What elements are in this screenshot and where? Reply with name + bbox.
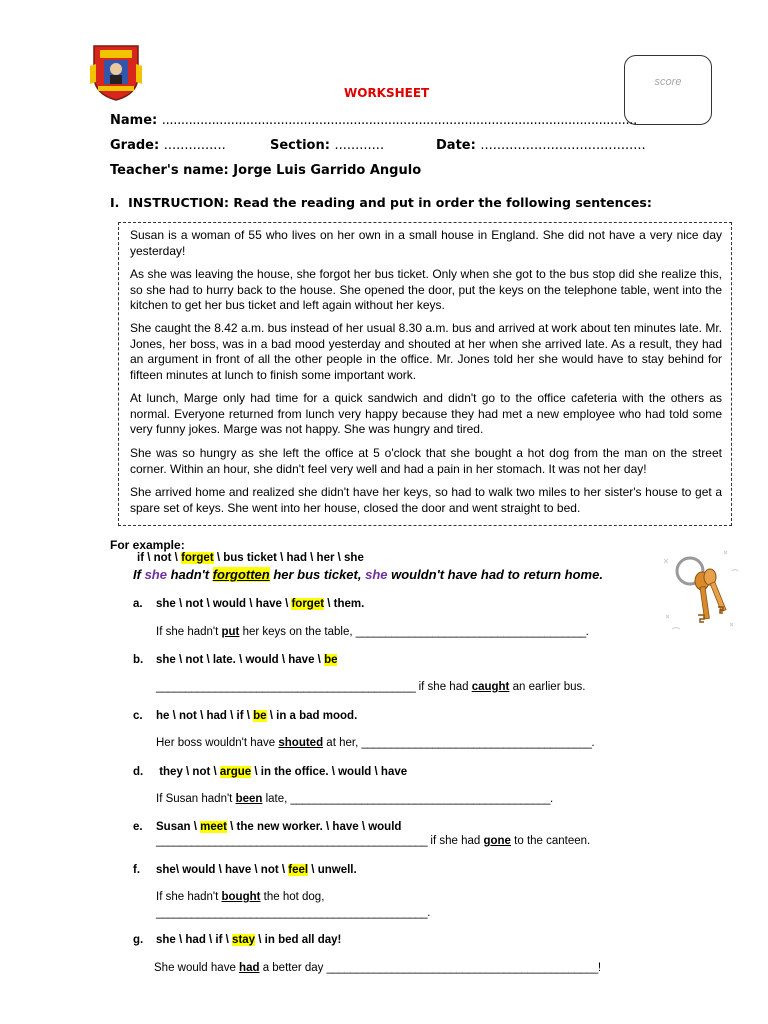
grade-field[interactable]: ............... [163,138,226,153]
example-prompt [137,552,364,564]
item-verb-highlight: meet [200,821,227,833]
answer-line-f [156,891,324,903]
answer-line-f-blank [156,907,430,919]
exercise-item-g [133,934,341,946]
answer-text: If she hadn't [156,626,222,638]
exercise-item-b [133,654,337,666]
teacher-row [110,163,421,178]
date-label: Date: [436,138,476,153]
reading-paragraph: She caught the 8.42 a.m. bus instead of her usual 8.30 a.m. bus and arrived at work about ten minutes late. Mr. Jones, her boss, was in a bad mood yesterday and shouted at her when she arrived late. As a result, they had an argument in front of all the other people in the office. Mr. Jones told her she would have to stay behind for fifteen minutes at lunch to finish some important work. [130,321,722,382]
answer-blank[interactable]: ______________________________________________. [156,907,430,919]
date-field[interactable]: ........................................ [480,138,646,153]
example-text: hadn't [166,567,213,582]
example-label: For example: [110,538,185,552]
answer-underlined: gone [483,835,511,847]
item-prompt: \ in the office. \ would \ have [251,766,408,778]
reading-box [118,222,732,526]
item-prompt: Susan \ [156,821,201,833]
exercise-item-c [133,710,357,722]
teacher-label: Teacher's name: [110,163,229,178]
instruction-number: I. [110,195,120,210]
reading-paragraph: As she was leaving the house, she forgot her bus ticket. Only when she got to the bus stop did she realize this, so she had to hurry back to the house. She opened the door, put the keys on the telephone table, went into the kitchen to get her bus ticket and left again without her keys. [130,267,722,312]
item-prompt: she \ not \ would \ have \ [156,598,292,610]
answer-blank[interactable]: ______________________________________________! [326,962,601,974]
item-letter: d. [133,766,144,778]
answer-underlined: been [235,793,263,805]
name-field[interactable]: ............................................................................................................................ [161,113,637,128]
answer-text: her keys on the table, [239,626,356,638]
example-subject: she [144,567,167,582]
item-verb-highlight: be [253,710,267,722]
grade-row [110,138,226,153]
keys-image [660,545,740,635]
item-prompt: she \ not \ late. \ would \ have \ [156,654,325,666]
exercise-item-f [133,864,357,876]
answer-text: Her boss wouldn't have [156,737,279,749]
name-label: Name: [110,113,158,128]
item-verb-highlight: be [324,654,338,666]
section-label: Section: [270,138,330,153]
item-prompt: \ the new worker. \ have \ would [226,821,402,833]
example-prompt-highlight: forget [181,552,214,564]
exercise-item-e [133,821,401,833]
item-prompt: she \ had \ if \ [156,934,233,946]
item-verb-highlight: feel [288,864,309,876]
item-prompt: \ them. [324,598,365,610]
example-subject: she [365,567,388,582]
example-text: If [133,567,145,582]
item-prompt: \ unwell. [308,864,357,876]
answer-line-c [156,737,594,749]
answer-text: If she hadn't [156,891,222,903]
score-box[interactable] [624,55,712,125]
answer-line-a [156,626,588,638]
school-logo [90,42,142,102]
instruction-label: INSTRUCTION: [128,195,229,210]
reading-paragraph: At lunch, Marge only had time for a quick sandwich and didn't go to the office cafeteria with the others as normal. Everyone returned from lunch very happy because they had met a new employee who had told some very funny jokes. Marge was not happy. She was hungry and tired. [130,391,722,436]
answer-text: a better day [259,962,327,974]
example-verb: forgotten [212,567,270,582]
answer-blank[interactable]: ____________________________________________ [156,681,416,693]
answer-line-g [154,962,601,974]
date-row [436,138,646,153]
item-verb-highlight: forget [291,598,325,610]
answer-blank[interactable]: _______________________________________. [355,626,589,638]
example-text: wouldn't have had to return home. [387,567,603,582]
answer-text: at her, [323,737,362,749]
answer-underlined: put [221,626,240,638]
exercise-item-d [133,766,407,778]
instruction-text: Read the reading and put in order the following sentences: [233,195,652,210]
answer-line-d [156,793,553,805]
name-row [110,113,637,128]
item-letter: c. [133,710,143,722]
example-sentence [133,567,603,582]
score-label: score [654,76,682,88]
item-verb-highlight: stay [232,934,256,946]
answer-text: an earlier bus. [509,681,586,693]
item-prompt: they \ not \ [156,766,220,778]
answer-text: She would have [154,962,240,974]
item-prompt: he \ not \ had \ if \ [156,710,254,722]
answer-blank[interactable]: _______________________________________. [361,737,595,749]
answer-underlined: had [239,962,260,974]
answer-text: if she had [415,681,472,693]
answer-text: if she had [427,835,484,847]
answer-underlined: caught [471,681,510,693]
item-prompt: she\ would \ have \ not \ [156,864,289,876]
example-prompt-text: \ bus ticket \ had \ her \ she [213,552,364,564]
reading-paragraph: She arrived home and realized she didn't have her keys, so had to walk two miles to her sister's house to get a spare set of keys. She went into her house, closed the door and went straight to bed. [130,485,722,515]
answer-text: late, [262,793,291,805]
answer-blank[interactable]: ______________________________________________ [156,835,428,847]
answer-underlined: bought [221,891,261,903]
answer-underlined: shouted [278,737,324,749]
worksheet-title: WORKSHEET [344,86,430,100]
answer-blank[interactable]: ____________________________________________. [290,793,553,805]
teacher-name: Jorge Luis Garrido Angulo [233,163,422,178]
section-row [270,138,384,153]
item-verb-highlight: argue [219,766,252,778]
example-prompt-text: if \ not \ [137,552,182,564]
item-letter: f. [133,864,141,876]
grade-label: Grade: [110,138,160,153]
answer-text: If Susan hadn't [156,793,236,805]
answer-text: to the canteen. [510,835,591,847]
item-letter: a. [133,598,143,610]
instruction [110,195,652,210]
item-letter: e. [133,821,143,833]
answer-line-e [156,835,590,847]
reading-paragraph: Susan is a woman of 55 who lives on her own in a small house in England. She did not have a very nice day yesterday! [130,228,722,258]
reading-paragraph: She was so hungry as she left the office at 5 o'clock that she bought a hot dog from the man on the street corner. Within an hour, she didn't feel very well and had a pain in her stomach. It was not her day! [130,446,722,476]
exercise-item-a [133,598,364,610]
item-prompt: \ in bed all day! [255,934,342,946]
answer-line-b [156,681,585,693]
answer-text: the hot dog, [260,891,325,903]
example-text: her bus ticket, [269,567,366,582]
item-letter: b. [133,654,144,666]
item-letter: g. [133,934,144,946]
section-field[interactable]: ............ [334,138,385,153]
item-prompt: \ in a bad mood. [266,710,358,722]
